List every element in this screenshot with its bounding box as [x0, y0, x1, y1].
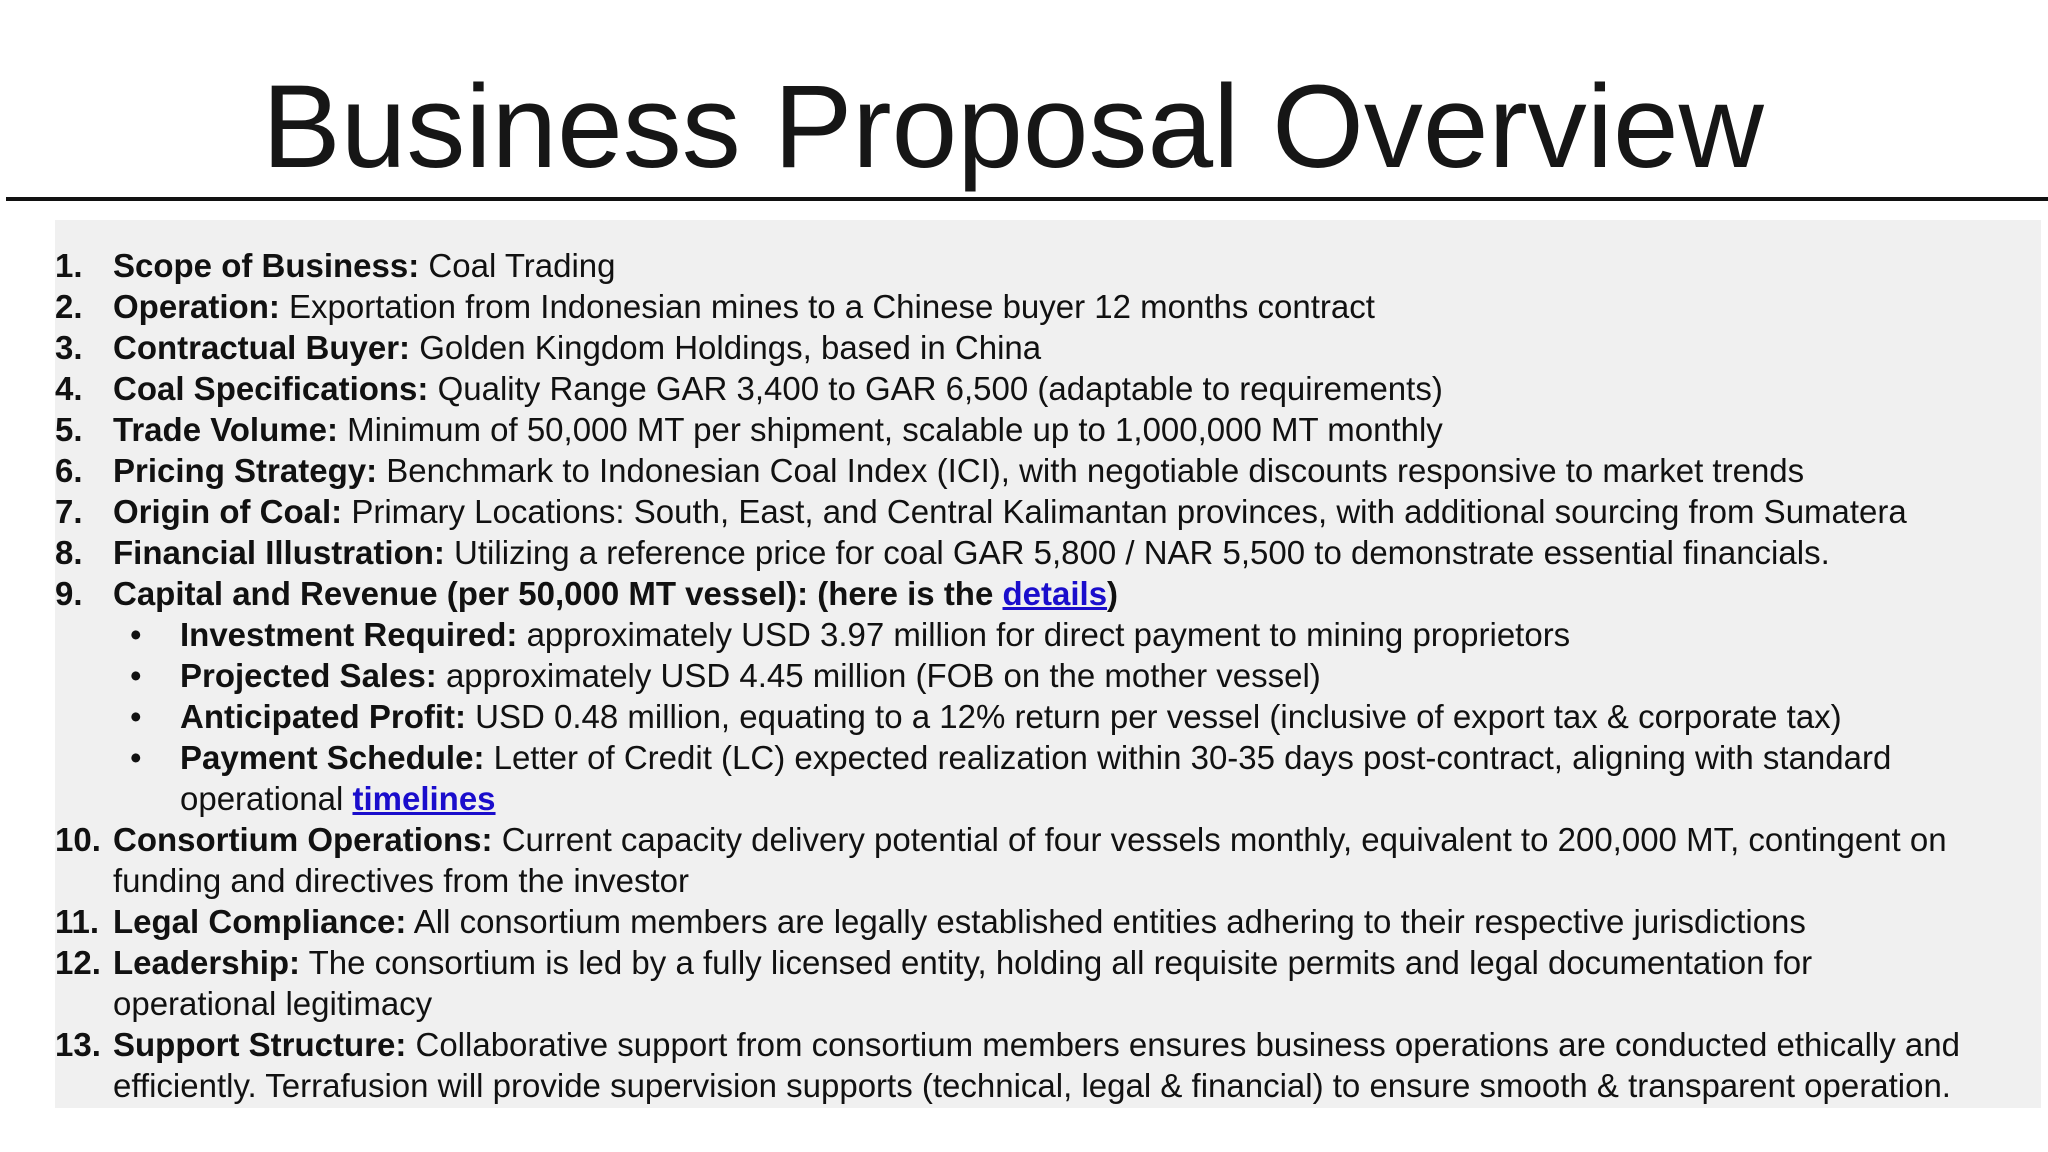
- sub-list-item: [55, 737, 2045, 778]
- proposal-list: [55, 245, 2045, 1106]
- list-item: [55, 491, 2045, 532]
- bullet: •: [130, 698, 142, 735]
- item-number: 11.: [55, 903, 100, 940]
- list-item: [55, 327, 2045, 368]
- item-label: Scope of Business:: [113, 247, 420, 284]
- list-item: [55, 368, 2045, 409]
- item-label: Support Structure:: [113, 1026, 407, 1063]
- list-item: [55, 573, 2045, 614]
- item-text: Utilizing a reference price for coal GAR 5,800 / NAR 5,500 to demonstrate essential financials.: [444, 534, 1830, 571]
- item-number: 13.: [55, 1026, 101, 1063]
- item-number: 9.: [55, 575, 83, 612]
- item-label: Trade Volume:: [113, 411, 338, 448]
- sub-item-text: Letter of Credit (LC) expected realization within 30-35 days post-contract, aligning with standard: [484, 739, 1892, 776]
- list-item-continuation: [55, 860, 2045, 901]
- list-item: [55, 409, 2045, 450]
- item-text: Coal Trading: [419, 247, 616, 284]
- item-text: Golden Kingdom Holdings, based in China: [410, 329, 1042, 366]
- details-link[interactable]: details: [1002, 575, 1108, 612]
- sub-item-text: approximately USD 3.97 million for direct payment to mining proprietors: [517, 616, 1571, 653]
- item-text: funding and directives from the investor: [113, 862, 689, 899]
- item-label: Legal Compliance:: [113, 903, 407, 940]
- item-label-close: ): [1107, 575, 1119, 612]
- item-label: Pricing Strategy:: [113, 452, 378, 489]
- item-text: operational legitimacy: [113, 985, 433, 1022]
- sub-list-item: [55, 614, 2045, 655]
- item-label: Leadership:: [113, 944, 301, 981]
- sub-list-item: [55, 655, 2045, 696]
- list-item-continuation: [55, 983, 2045, 1024]
- item-label: Capital and Revenue (per 50,000 MT vessel): (here is the: [113, 575, 1003, 612]
- item-text: Collaborative support from consortium members ensures business operations are conducted ethically and: [406, 1026, 1960, 1063]
- list-item: [55, 901, 2045, 942]
- list-item: [55, 532, 2045, 573]
- item-label: Contractual Buyer:: [113, 329, 411, 366]
- timelines-link[interactable]: timelines: [352, 780, 496, 817]
- item-number: 4.: [55, 370, 83, 407]
- sub-item-text: approximately USD 4.45 million (FOB on the mother vessel): [436, 657, 1321, 694]
- item-number: 2.: [55, 288, 83, 325]
- item-text: Quality Range GAR 3,400 to GAR 6,500 (adaptable to requirements): [428, 370, 1443, 407]
- item-number: 8.: [55, 534, 83, 571]
- list-item: [55, 245, 2045, 286]
- item-text: All consortium members are legally established entities adhering to their respective jurisdictions: [406, 903, 1806, 940]
- item-text: Minimum of 50,000 MT per shipment, scalable up to 1,000,000 MT monthly: [337, 411, 1443, 448]
- list-item: [55, 819, 2045, 860]
- item-number: 10.: [55, 821, 101, 858]
- bullet: •: [130, 616, 142, 653]
- bullet: •: [130, 657, 142, 694]
- page-title: Business Proposal Overview: [262, 61, 1764, 193]
- list-item: [55, 942, 2045, 983]
- sub-item-text: USD 0.48 million, equating to a 12% return per vessel (inclusive of export tax & corporate tax): [466, 698, 1842, 735]
- bullet: •: [130, 739, 142, 776]
- sub-item-text: operational: [180, 780, 353, 817]
- title-divider: [6, 197, 2048, 201]
- item-label: Operation:: [113, 288, 280, 325]
- item-text: The consortium is led by a fully licensed entity, holding all requisite permits and legal documentation for: [300, 944, 1813, 981]
- item-label: Origin of Coal:: [113, 493, 343, 530]
- list-item: [55, 450, 2045, 491]
- item-label: Coal Specifications:: [113, 370, 429, 407]
- item-text: Exportation from Indonesian mines to a Chinese buyer 12 months contract: [279, 288, 1375, 325]
- item-label: Consortium Operations:: [113, 821, 493, 858]
- item-number: 12.: [55, 944, 101, 981]
- item-number: 3.: [55, 329, 83, 366]
- sub-item-label: Anticipated Profit:: [180, 698, 466, 735]
- list-item-continuation: [55, 1065, 2045, 1106]
- sub-list-item-continuation: [55, 778, 2045, 819]
- item-number: 5.: [55, 411, 83, 448]
- item-text: Benchmark to Indonesian Coal Index (ICI), with negotiable discounts responsive to market trends: [377, 452, 1805, 489]
- sub-item-label: Payment Schedule:: [180, 739, 485, 776]
- sub-item-label: Projected Sales:: [180, 657, 437, 694]
- sub-item-label: Investment Required:: [180, 616, 518, 653]
- item-number: 1.: [55, 247, 83, 284]
- sub-list-item: [55, 696, 2045, 737]
- list-item: [55, 1024, 2045, 1065]
- item-label: Financial Illustration:: [113, 534, 445, 571]
- item-text: Current capacity delivery potential of four vessels monthly, equivalent to 200,000 MT, contingent on: [492, 821, 1947, 858]
- item-number: 6.: [55, 452, 83, 489]
- item-number: 7.: [55, 493, 83, 530]
- list-item: [55, 286, 2045, 327]
- item-text: efficiently. Terrafusion will provide supervision supports (technical, legal & financial) to ensure smooth & transparent operation.: [113, 1067, 1951, 1104]
- item-text: Primary Locations: South, East, and Central Kalimantan provinces, with additional sourcing from Sumatera: [342, 493, 1907, 530]
